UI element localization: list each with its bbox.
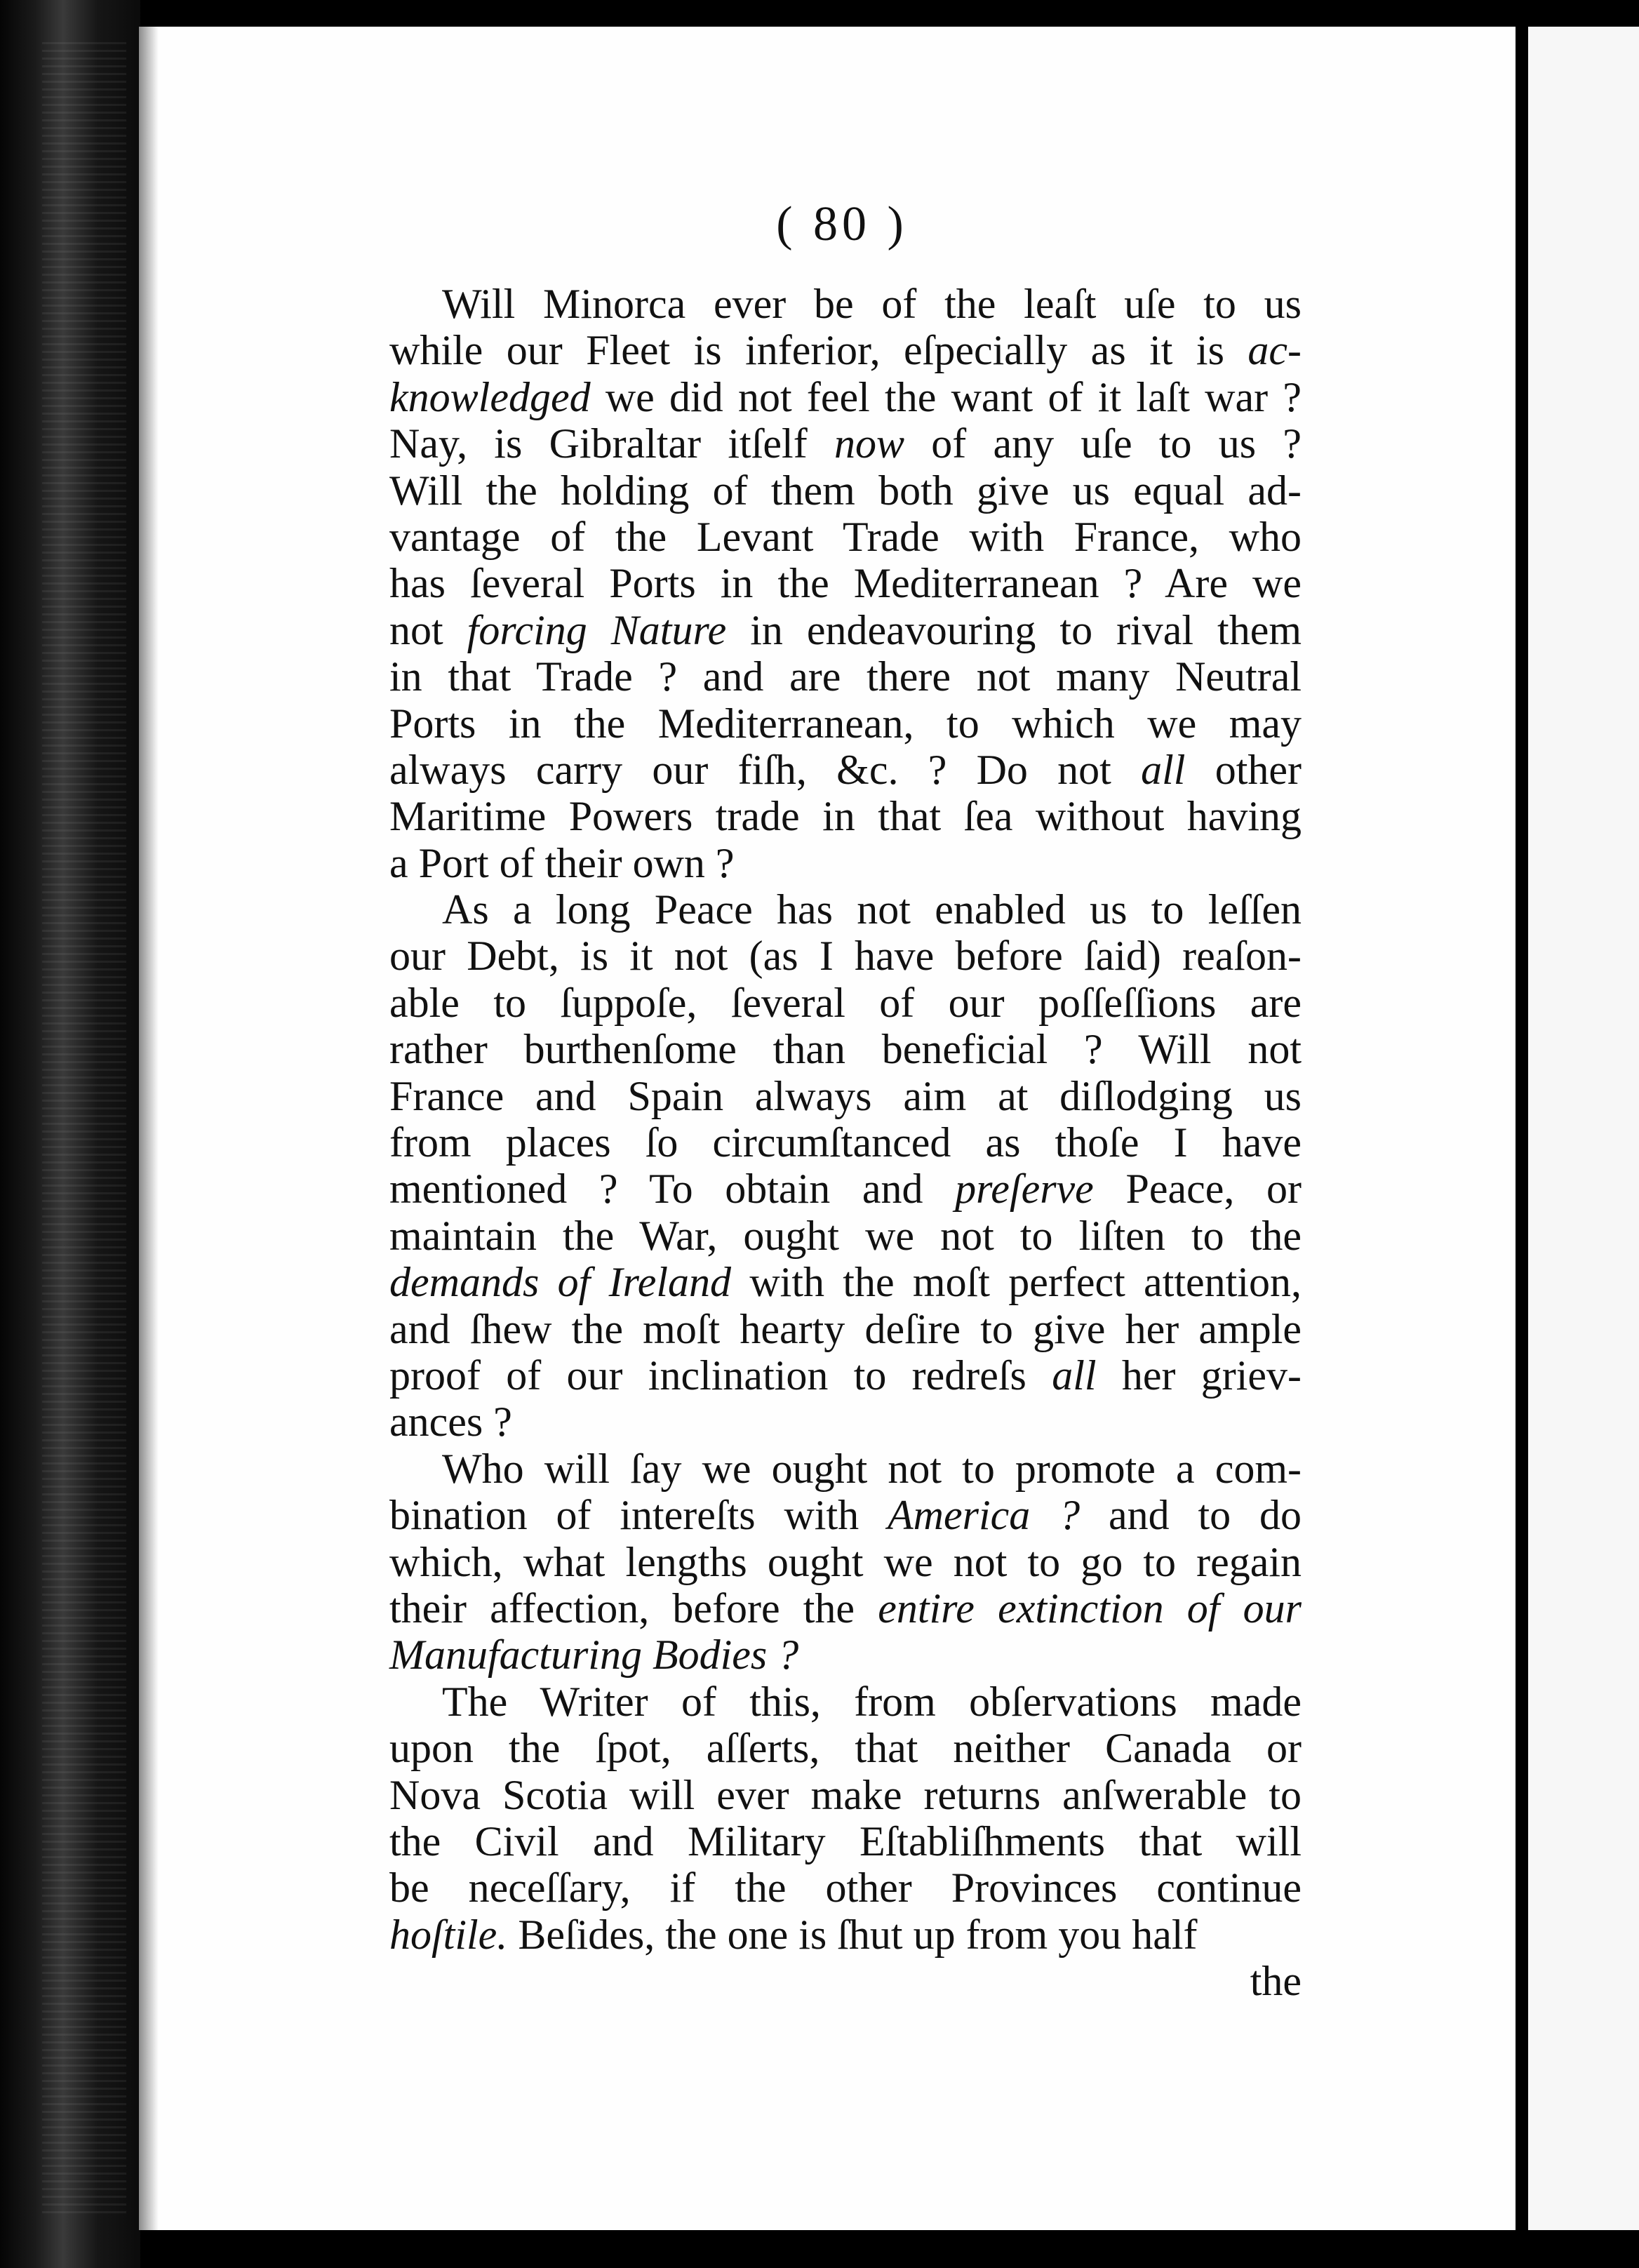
text-line: the Civil and Military Eſtabliſhments that will bbox=[389, 1817, 1302, 1865]
text-line: be neceſſary, if the other Provinces continue bbox=[389, 1865, 1302, 1912]
text-line: As a long Peace has not enabled us to leſſen bbox=[442, 886, 1302, 933]
text-line: Maritime Powers trade in that ſea without having bbox=[389, 793, 1302, 840]
text-line: always carry our fiſh, &c. ? Do not all other bbox=[389, 746, 1302, 793]
text-line: Nova Scotia will ever make returns anſwerable to bbox=[389, 1771, 1302, 1818]
page-edge-divider bbox=[1516, 0, 1528, 2268]
facing-page-edge bbox=[1528, 27, 1639, 2230]
text-line: vantage of the Levant Trade with France, who bbox=[389, 513, 1302, 560]
text-line: bination of intereſts with America ? and to do bbox=[389, 1492, 1302, 1539]
text-line: and ſhew the moſt hearty deſire to give her ample bbox=[389, 1305, 1302, 1352]
text-line: The Writer of this, from obſervations made bbox=[442, 1678, 1302, 1725]
text-line: which, what lengths ought we not to go to regain bbox=[389, 1538, 1302, 1585]
text-line: not forcing Nature in endeavouring to rival them bbox=[389, 606, 1302, 653]
text-line: Ports in the Mediterranean, to which we may bbox=[389, 700, 1302, 747]
paragraph bbox=[389, 1679, 1302, 1958]
text-line: rather burthenſome than beneficial ? Will not bbox=[389, 1026, 1302, 1073]
text-line: Manufacturing Bodies ? bbox=[389, 1632, 799, 1679]
text-line: demands of Ireland with the moſt perfect attention, bbox=[389, 1259, 1302, 1306]
text-line: Will Minorca ever be of the leaſt uſe to us bbox=[442, 281, 1302, 327]
text-line: from places ſo circumſtanced as thoſe I have bbox=[389, 1119, 1302, 1166]
page-gutter-shadow bbox=[139, 27, 159, 2230]
text-line: proof of our inclination to redreſs all her griev- bbox=[389, 1352, 1302, 1399]
text-line: has ſeveral Ports in the Mediterranean ? Are we bbox=[389, 560, 1302, 607]
text-line: able to ſuppoſe, ſeveral of our poſſeſſions are bbox=[389, 979, 1302, 1026]
text-line: upon the ſpot, aſſerts, that neither Canada or bbox=[389, 1725, 1302, 1772]
page-number: ( 80 ) bbox=[776, 197, 908, 251]
text-line: hoſtile. Beſides, the one is ſhut up from you half bbox=[389, 1911, 1198, 1958]
text-line: in that Trade ? and are there not many Neutral bbox=[389, 653, 1302, 700]
body-text bbox=[389, 281, 1302, 2004]
text-line: Nay, is Gibraltar itſelf now of any uſe to us ? bbox=[389, 420, 1302, 467]
text-line: mentioned ? To obtain and preſerve Peace, or bbox=[389, 1166, 1302, 1213]
text-line: knowledged we did not feel the want of it laſt war ? bbox=[389, 373, 1302, 420]
spine-texture bbox=[42, 42, 126, 2217]
text-line: a Port of their own ? bbox=[389, 839, 735, 886]
text-line: maintain the War, ought we not to liſten to the bbox=[389, 1212, 1302, 1259]
text-line: Who will ſay we ought not to promote a com- bbox=[442, 1445, 1302, 1492]
paragraph bbox=[389, 886, 1302, 1446]
text-line: France and Spain always aim at diſlodging us bbox=[389, 1072, 1302, 1119]
text-line: our Debt, is it not (as I have before ſaid) reaſon- bbox=[389, 933, 1302, 980]
text-line: while our Fleet is inferior, eſpecially as it is ac- bbox=[389, 327, 1302, 374]
paragraph bbox=[389, 281, 1302, 886]
text-line: their affection, before the entire extinction of our bbox=[389, 1585, 1302, 1632]
text-line: Will the holding of them both give us equal ad- bbox=[389, 467, 1302, 514]
text-line: ances ? bbox=[389, 1399, 512, 1446]
paragraph bbox=[389, 1446, 1302, 1679]
catchword: the bbox=[1250, 1958, 1302, 2005]
